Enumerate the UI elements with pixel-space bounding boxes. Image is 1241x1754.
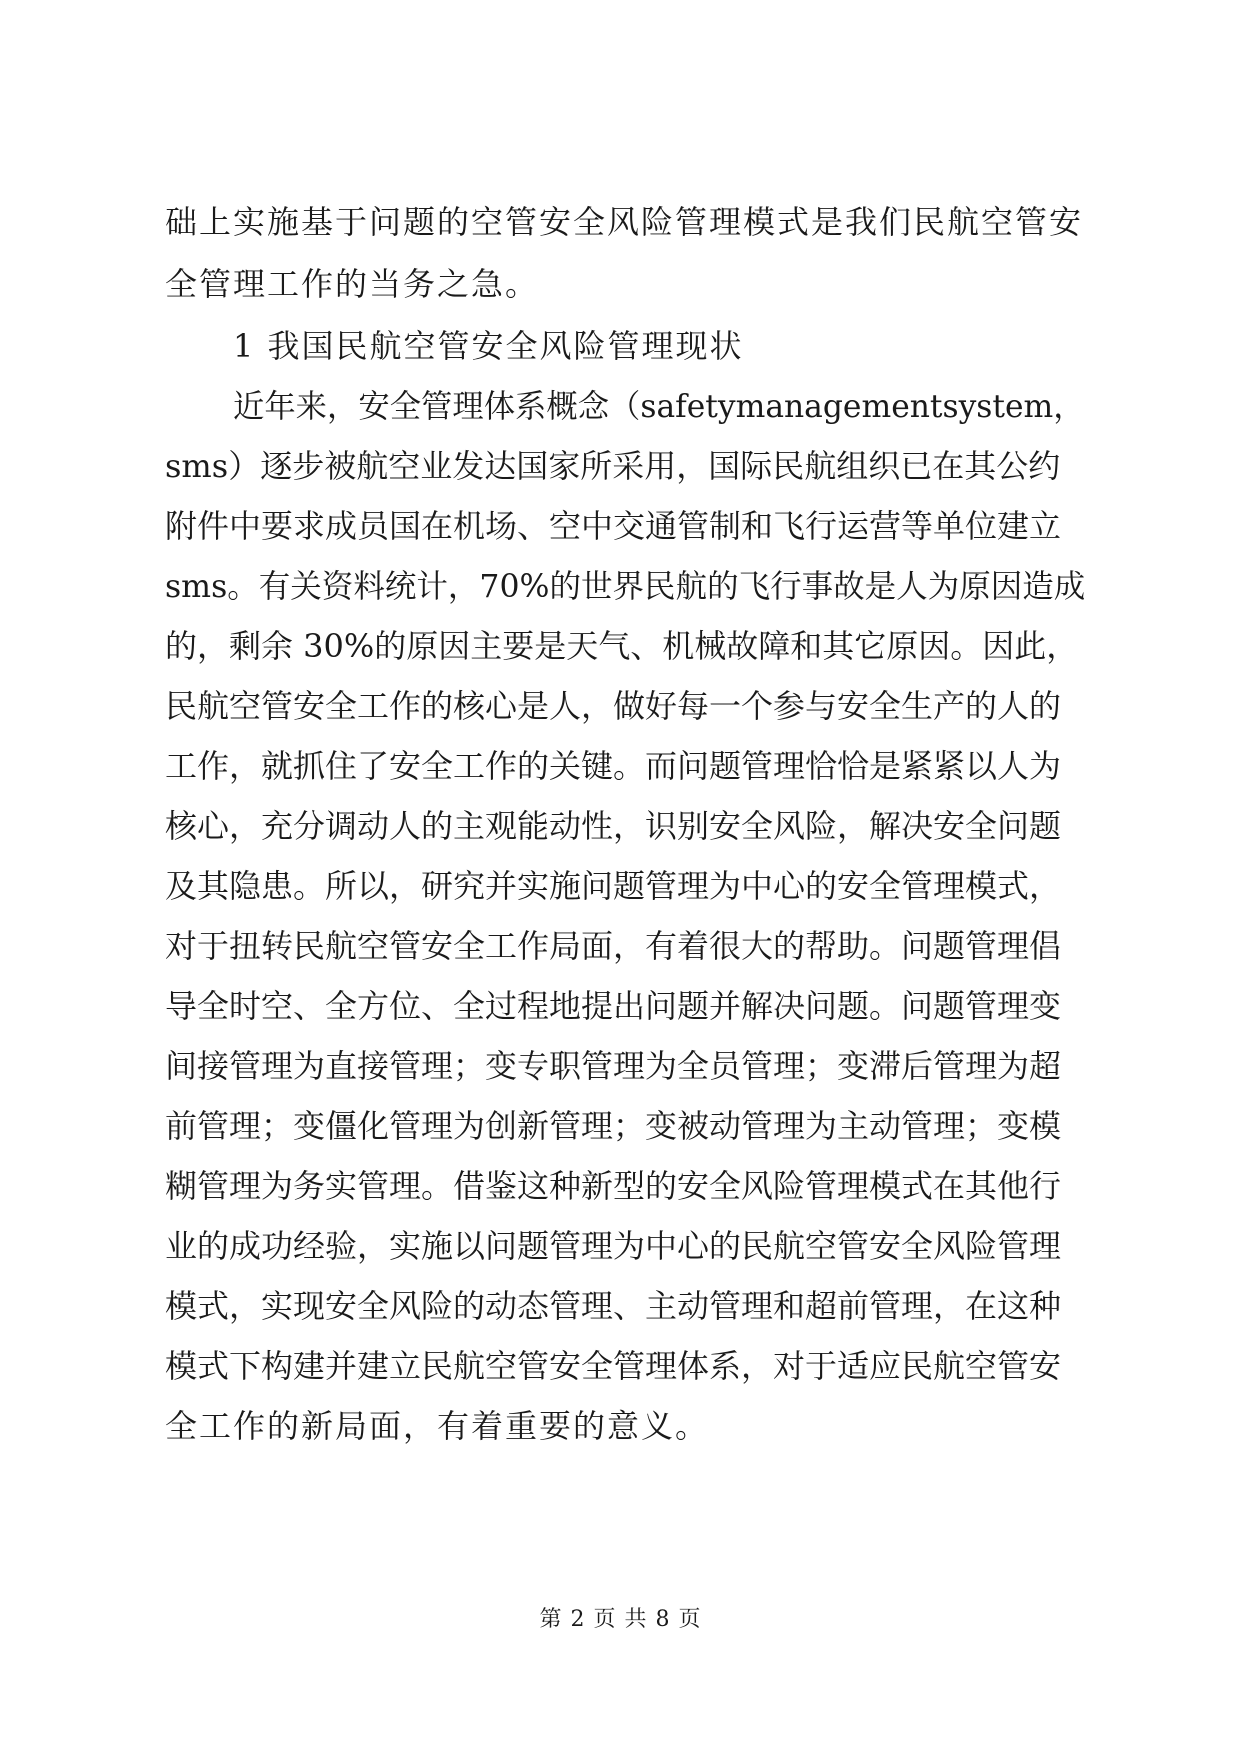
body-line-13: 对于扭转民航空管安全工作局面，有着很大的帮助。问题管理倡	[165, 927, 1062, 965]
body-line-1: 础上实施基于问题的空管安全风险管理模式是我们民航空管安	[165, 203, 1084, 241]
body-line-17: 糊管理为务实管理。借鉴这种新型的安全风险管理模式在其他行	[165, 1167, 1062, 1205]
section-heading: 1 我国民航空管安全风险管理现状	[233, 327, 744, 365]
body-line-16: 前管理；变僵化管理为创新管理；变被动管理为主动管理；变模	[165, 1107, 1062, 1145]
body-line-18: 业的成功经验，实施以问题管理为中心的民航空管安全风险管理	[165, 1227, 1062, 1265]
body-line-6: 附件中要求成员国在机场、空中交通管制和飞行运营等单位建立	[165, 507, 1062, 545]
body-line-7: sms。有关资料统计，70%的世界民航的飞行事故是人为原因造成	[165, 567, 1086, 605]
body-line-15: 间接管理为直接管理；变专职管理为全员管理；变滞后管理为超	[165, 1047, 1062, 1085]
body-line-11: 核心，充分调动人的主观能动性，识别安全风险，解决安全问题	[165, 807, 1062, 845]
body-line-14: 导全时空、全方位、全过程地提出问题并解决问题。问题管理变	[165, 987, 1062, 1025]
body-line-4: 近年来，安全管理体系概念（safetymanagementsystem，	[233, 387, 1085, 425]
body-line-5: sms）逐步被航空业发达国家所采用，国际民航组织已在其公约	[165, 447, 1061, 485]
body-line-8: 的，剩余 30%的原因主要是天气、机械故障和其它原因。因此，	[165, 627, 1079, 665]
body-line-20: 模式下构建并建立民航空管安全管理体系，对于适应民航空管安	[165, 1347, 1062, 1385]
page-number-footer: 第 2 页 共 8 页	[539, 1607, 702, 1632]
body-line-21: 全工作的新局面，有着重要的意义。	[165, 1407, 710, 1445]
body-line-19: 模式，实现安全风险的动态管理、主动管理和超前管理，在这种	[165, 1287, 1062, 1325]
body-line-12: 及其隐患。所以，研究并实施问题管理为中心的安全管理模式，	[165, 867, 1062, 905]
body-line-9: 民航空管安全工作的核心是人，做好每一个参与安全生产的人的	[165, 687, 1062, 725]
body-line-2: 全管理工作的当务之急。	[165, 265, 540, 303]
body-line-10: 工作，就抓住了安全工作的关键。而问题管理恰恰是紧紧以人为	[165, 747, 1062, 785]
